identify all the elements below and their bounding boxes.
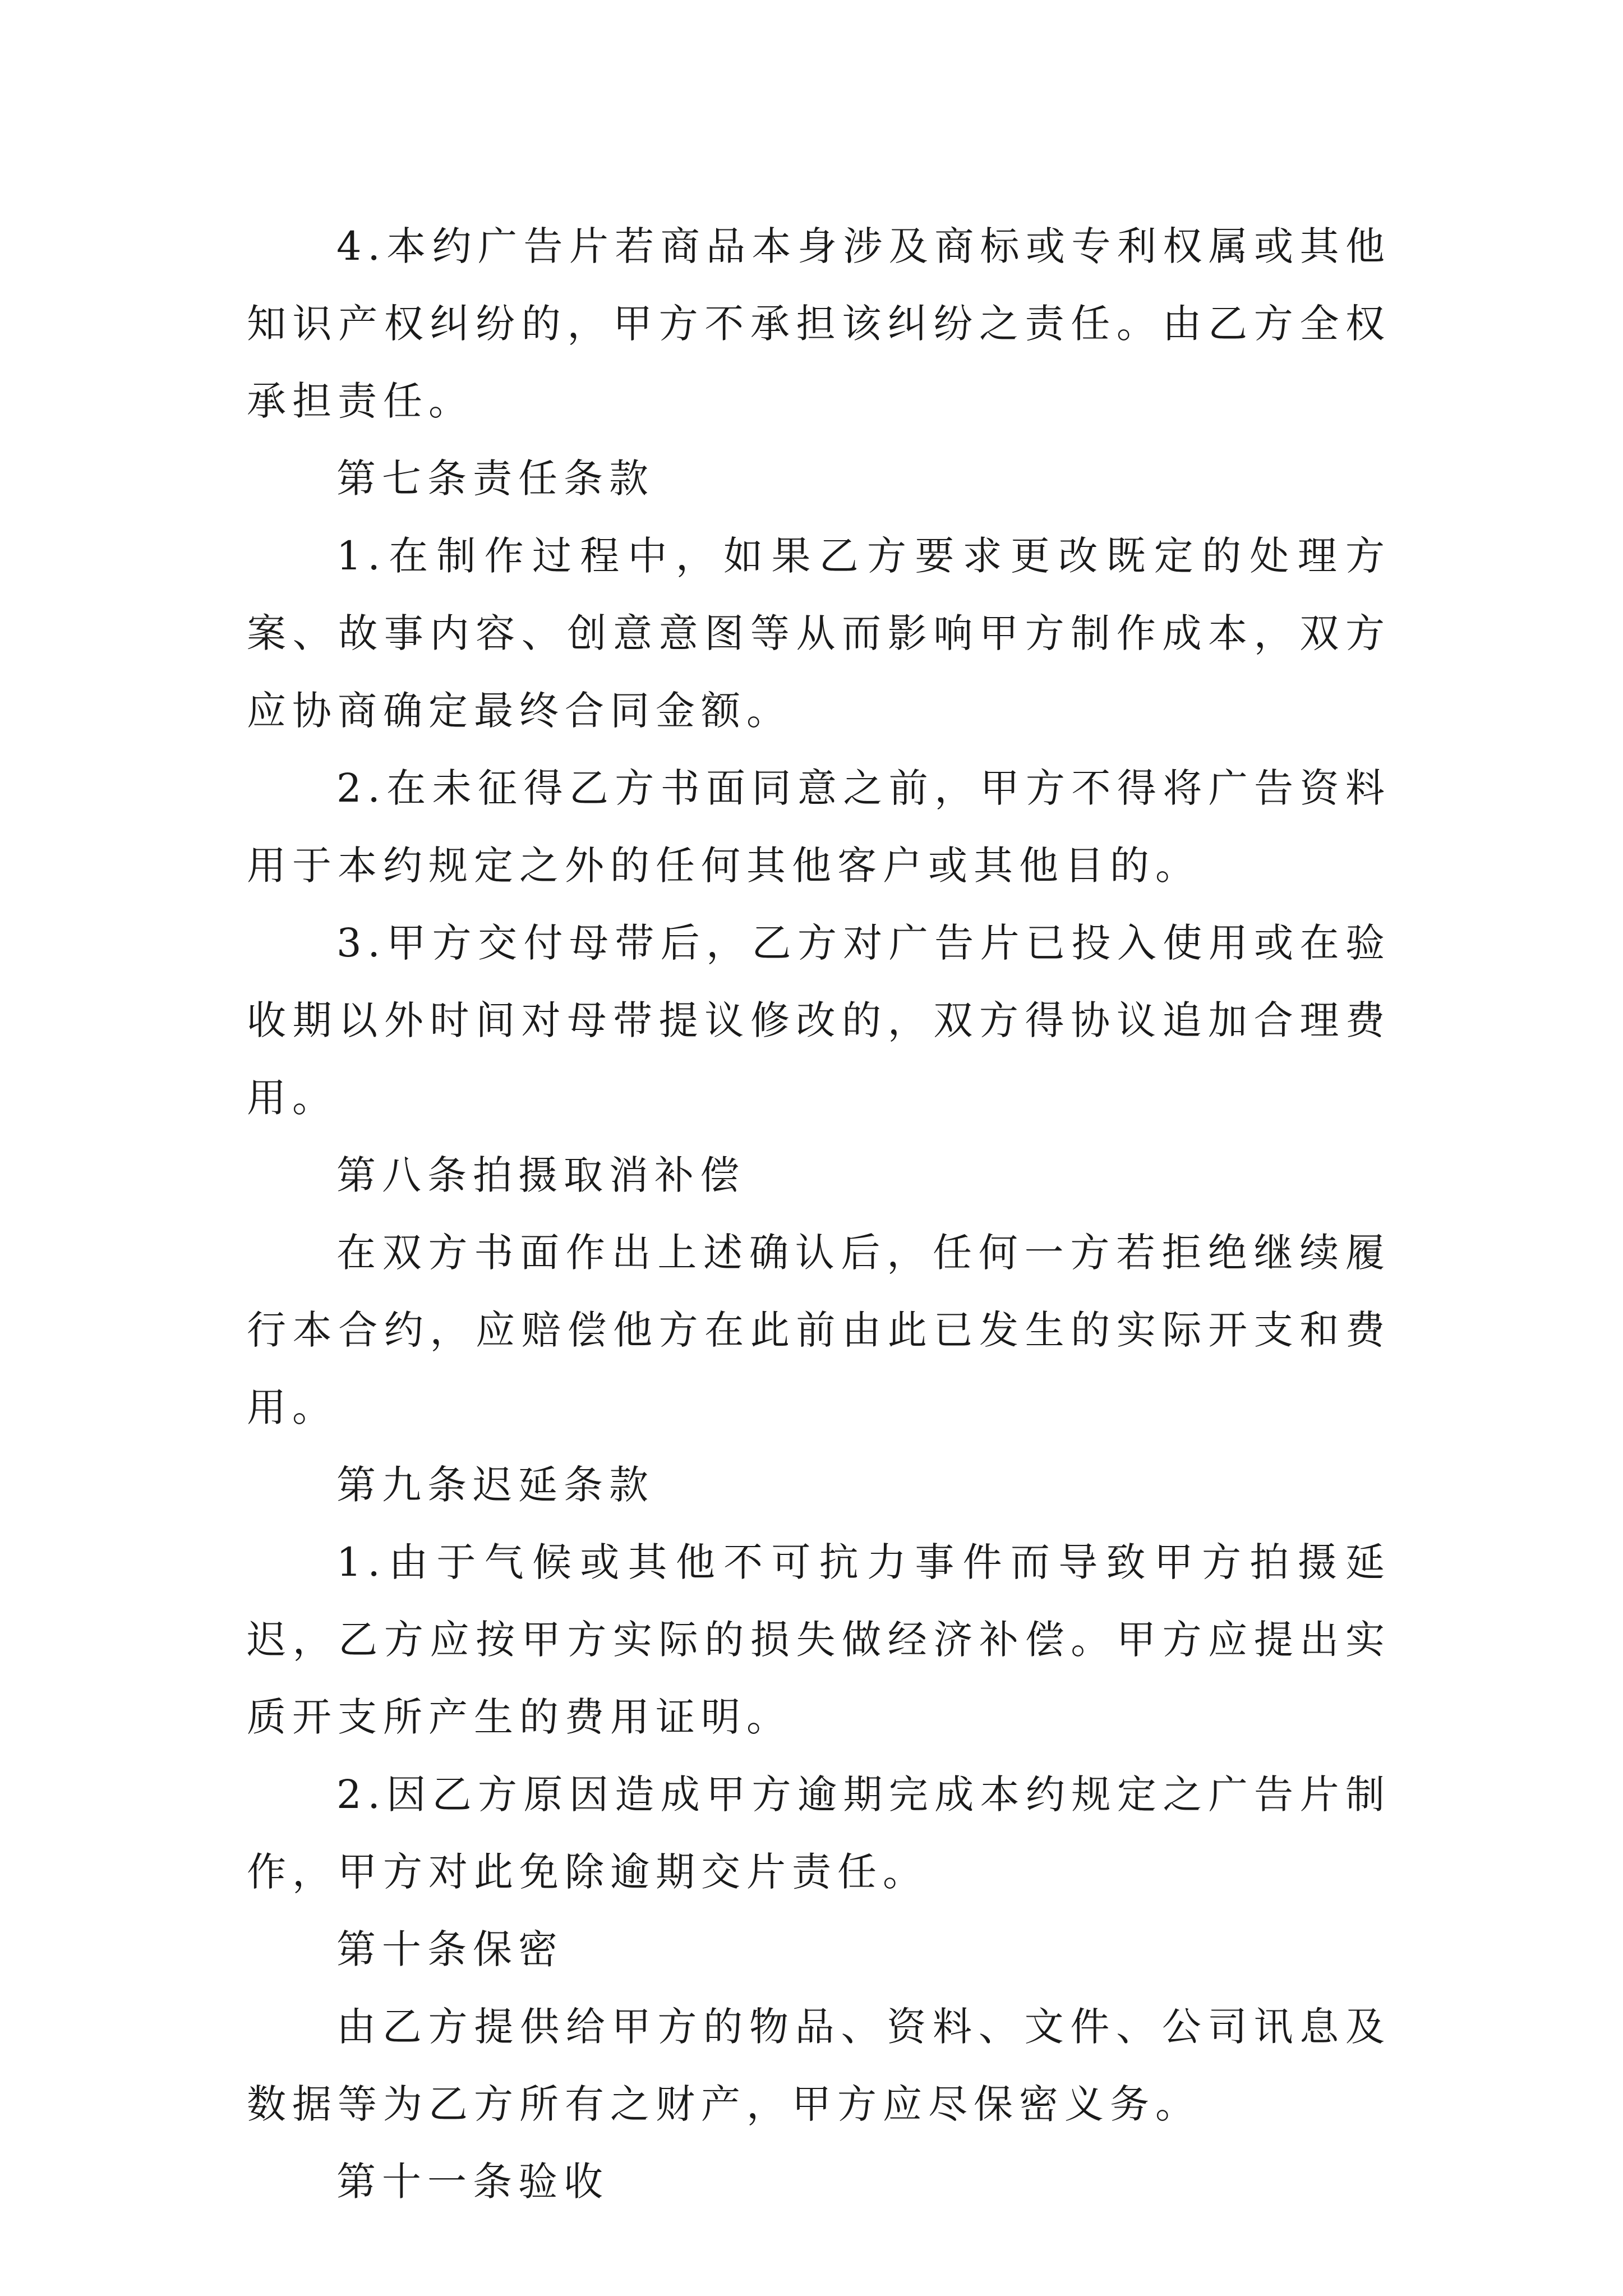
article-9-item-2: 2.因乙方原因造成甲方逾期完成本约规定之广告片制作，甲方对此免除逾期交片责任。 bbox=[247, 1772, 1391, 1895]
article-10-heading: 第十条保密 bbox=[336, 1926, 564, 1972]
article-9-heading: 第九条迟延条款 bbox=[336, 1462, 654, 1508]
article-7-item-1: 1.在制作过程中，如果乙方要求更改既定的处理方案、故事内容、创意意图等从而影响甲方制作成本，双方应协商确定最终合同金额。 bbox=[247, 533, 1391, 734]
article-9-item-1: 1.由于气候或其他不可抗力事件而导致甲方拍摄延迟，乙方应按甲方实际的损失做经济补偿。甲方应提出实质开支所产生的费用证明。 bbox=[247, 1539, 1391, 1740]
document-body bbox=[247, 208, 1391, 2220]
article-8-body: 在双方书面作出上述确认后，任何一方若拒绝继续履行本合约，应赔偿他方在此前由此已发生的实际开支和费用。 bbox=[247, 1230, 1391, 1430]
article-7-item-3: 3.甲方交付母带后，乙方对广告片已投入使用或在验收期以外时间对母带提议修改的，双方得协议追加合理费用。 bbox=[247, 920, 1391, 1121]
article-8-heading: 第八条拍摄取消补偿 bbox=[336, 1152, 745, 1198]
article-10-body: 由乙方提供给甲方的物品、资料、文件、公司讯息及数据等为乙方所有之财产，甲方应尽保密义务。 bbox=[247, 2004, 1391, 2127]
article-7-item-2: 2.在未征得乙方书面同意之前，甲方不得将广告资料用于本约规定之外的任何其他客户或其他目的。 bbox=[247, 765, 1391, 889]
article-7-heading: 第七条责任条款 bbox=[336, 455, 654, 501]
clause-6-item-4: 4.本约广告片若商品本身涉及商标或专利权属或其他知识产权纠纷的，甲方不承担该纠纷之责任。由乙方全权承担责任。 bbox=[247, 223, 1391, 424]
article-11-heading: 第十一条验收 bbox=[336, 2159, 609, 2205]
